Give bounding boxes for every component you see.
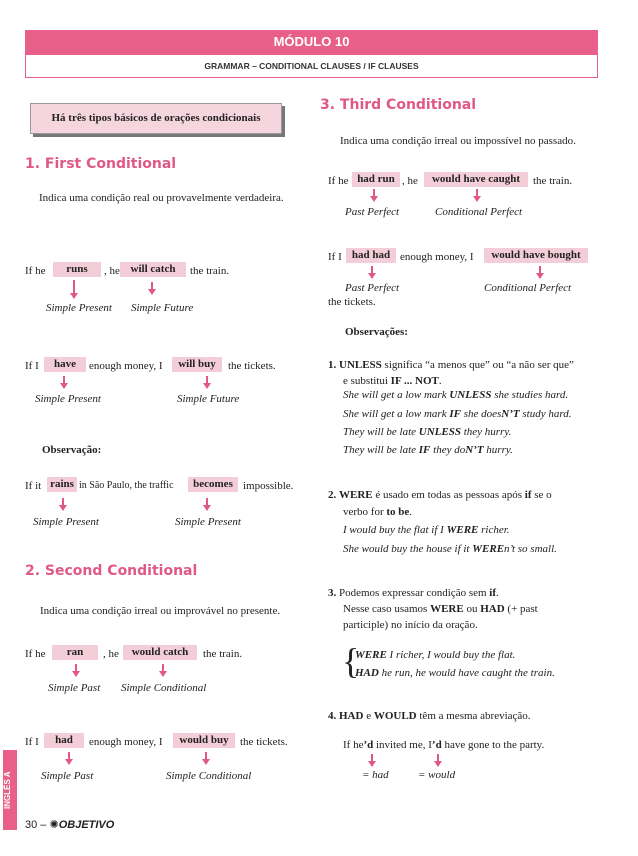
verb-highlight: had had <box>346 248 396 263</box>
ex-text: If he <box>25 265 46 277</box>
keyword: HAD <box>480 603 505 615</box>
subject-tab: INGLÊS A <box>3 750 17 830</box>
ex-text: enough money, I <box>400 251 474 263</box>
intro-box: Há três tipos básicos de orações condicionais <box>30 103 282 134</box>
verb-highlight: will buy <box>172 357 222 372</box>
note-3-line2 <box>343 601 598 617</box>
ex-part: he run, he would have caught the train. <box>381 667 555 679</box>
ex-text: If I <box>25 360 39 372</box>
keyword: UNLESS <box>339 359 382 371</box>
verb-highlight: rains <box>47 477 77 492</box>
ex-text: , he <box>402 175 418 187</box>
note-text: é usado em todas as pessoas após <box>375 489 523 501</box>
ex-keyword: WERE <box>446 524 479 536</box>
module-subtitle: GRAMMAR – CONDITIONAL CLAUSES / IF CLAUSES <box>25 54 598 78</box>
tense-label: Past Perfect <box>345 282 400 294</box>
tense-label: Conditional Perfect <box>435 206 523 218</box>
note-3-example <box>355 649 515 661</box>
ex-text: in São Paulo, the traffic <box>79 480 174 491</box>
ex-keyword: WERE <box>472 543 505 555</box>
note-number: 2. <box>328 489 337 501</box>
ex-part: She will get a low mark <box>343 389 447 401</box>
ex-text: the tickets. <box>328 296 376 308</box>
tense-label: Simple Past <box>41 770 94 782</box>
second-desc: Indica uma condição irreal ou improvável no presente. <box>40 605 281 617</box>
ex-text: enough money, I <box>89 736 163 748</box>
ex-text: If I <box>25 736 39 748</box>
verb-highlight: have <box>44 357 86 372</box>
third-desc: Indica uma condição irreal ou impossível no passado. <box>340 135 576 147</box>
ex-part: I would buy the flat if I <box>343 524 444 536</box>
ex-part: If he <box>343 739 364 751</box>
keyword: to be <box>386 506 410 518</box>
ex-keyword: UNLESS <box>418 426 461 438</box>
tense-label: Past Perfect <box>345 206 400 218</box>
verb-highlight: would have caught <box>424 172 528 187</box>
verb-highlight: had run <box>352 172 400 187</box>
note-text: se o <box>534 489 552 501</box>
ex-part: they hurry. <box>463 426 512 438</box>
verb-highlight: runs <box>53 262 101 277</box>
ex-part: They will be late <box>343 426 417 438</box>
verb-highlight: ran <box>52 645 98 660</box>
abbrev-label: = had <box>362 769 389 781</box>
note-2-example <box>343 543 557 555</box>
tense-label: Simple Future <box>177 393 240 405</box>
third-conditional-title: 3. Third Conditional <box>320 97 477 113</box>
note-4 <box>328 708 531 724</box>
note-1-example <box>343 426 511 438</box>
ex-keyword: IF <box>418 444 431 456</box>
verb-highlight: would buy <box>173 733 235 748</box>
ex-text: If I <box>328 251 342 263</box>
tense-label: Simple Present <box>35 393 101 405</box>
keyword: IF ... NOT <box>390 375 439 387</box>
note-number: 4. <box>328 710 337 722</box>
note-number: 3. <box>328 587 337 599</box>
ex-text: the train. <box>203 648 243 660</box>
ex-text: , he <box>104 265 120 277</box>
ex-keyword: UNLESS <box>449 389 492 401</box>
ex-keyword: WERE <box>355 649 387 661</box>
ex-part: invited me, I <box>376 739 432 751</box>
note-text: e substitui <box>343 375 388 387</box>
note-text: têm a mesma abreviação. <box>419 710 531 722</box>
ex-part: she studies hard. <box>494 389 569 401</box>
ex-keyword: N’T <box>501 408 520 420</box>
ex-keyword: ’d <box>431 739 442 751</box>
page-footer <box>25 818 114 831</box>
ex-keyword: N’T <box>465 444 484 456</box>
note-text: significa “a menos que” ou “a não ser que” <box>384 359 574 371</box>
module-header: MÓDULO 10 <box>25 30 598 54</box>
page-number: 30 – <box>25 819 47 831</box>
ex-part: n’t so small. <box>504 543 557 555</box>
verb-highlight: becomes <box>188 477 238 492</box>
tense-label: Simple Past <box>48 682 101 694</box>
tense-label: Simple Present <box>175 516 241 528</box>
ex-part: she does <box>463 408 502 420</box>
ex-part: They will be late <box>343 444 417 456</box>
note-text: Podemos expressar condição sem <box>339 587 487 599</box>
verb-highlight: would have bought <box>484 248 588 263</box>
note-1-example <box>343 408 571 420</box>
note-4-example <box>343 737 544 753</box>
tense-label: Simple Present <box>46 302 112 314</box>
ex-part: I richer, I would buy the flat. <box>389 649 516 661</box>
ex-text: If he <box>328 175 349 187</box>
tense-label: Simple Conditional <box>166 770 252 782</box>
note-text: verbo for <box>343 506 384 518</box>
ex-keyword: HAD <box>355 667 379 679</box>
verb-highlight: would catch <box>123 645 197 660</box>
tense-label: Simple Conditional <box>121 682 207 694</box>
first-desc: Indica uma condição real ou provavelmente verdadeira. <box>39 192 284 204</box>
note-3: 3. Podemos expressar condição sem if. <box>328 587 499 599</box>
tense-label: Simple Present <box>33 516 99 528</box>
ex-keyword: ’d <box>363 739 374 751</box>
ex-text: If he <box>25 648 46 660</box>
note-text: Nesse caso usamos <box>343 603 428 615</box>
note-3-line3: participle) no início da oração. <box>343 619 478 631</box>
ex-part: study hard. <box>522 408 572 420</box>
keyword: if <box>524 489 532 501</box>
ex-text: enough money, I <box>89 360 163 372</box>
keyword: WOULD <box>373 710 417 722</box>
keyword: if <box>489 587 497 599</box>
note-2 <box>328 487 603 503</box>
note-text: e <box>366 710 372 722</box>
ex-keyword: IF <box>449 408 461 420</box>
ex-part: richer. <box>481 524 510 536</box>
verb-highlight: had <box>44 733 84 748</box>
tense-label: Conditional Perfect <box>484 282 572 294</box>
keyword: WERE <box>339 489 373 501</box>
ex-part: She would buy the house if it <box>343 543 470 555</box>
note-text: ou <box>466 603 478 615</box>
ex-text: the tickets. <box>240 736 288 748</box>
brand-name: OBJETIVO <box>58 819 115 831</box>
keyword: HAD <box>339 710 364 722</box>
keyword: WERE <box>430 603 464 615</box>
note-1 <box>328 357 603 373</box>
note-1-example <box>343 389 568 401</box>
ex-text: the train. <box>190 265 230 277</box>
ex-text: impossible. <box>243 480 294 492</box>
second-conditional-title: 2. Second Conditional <box>25 563 198 579</box>
first-conditional-title: 1. First Conditional <box>25 156 177 172</box>
ex-text: the tickets. <box>228 360 276 372</box>
note-number: 1. <box>328 359 337 371</box>
note-2-line2: verbo for to be. <box>343 506 413 518</box>
ex-part: they do <box>433 444 466 456</box>
ex-text: the train. <box>533 175 573 187</box>
brace-icon: { <box>342 641 360 681</box>
ex-text: , he <box>103 648 119 660</box>
note-3-example <box>355 667 555 679</box>
observations-label: Observações: <box>345 326 408 338</box>
note-2-example <box>343 524 510 536</box>
brand-logo-icon: ✺ <box>49 819 59 831</box>
note-1-example <box>343 444 513 456</box>
observation-label: Observação: <box>42 444 102 456</box>
ex-part: hurry. <box>486 444 513 456</box>
abbrev-label: = would <box>418 769 456 781</box>
tense-label: Simple Future <box>131 302 194 314</box>
ex-text: If it <box>25 480 42 492</box>
note-1-line2: e substitui IF ... NOT. <box>343 375 442 387</box>
note-text: (+ past <box>507 603 538 615</box>
verb-highlight: will catch <box>120 262 186 277</box>
ex-part: She will get a low mark <box>343 408 447 420</box>
ex-part: have gone to the party. <box>444 739 545 751</box>
